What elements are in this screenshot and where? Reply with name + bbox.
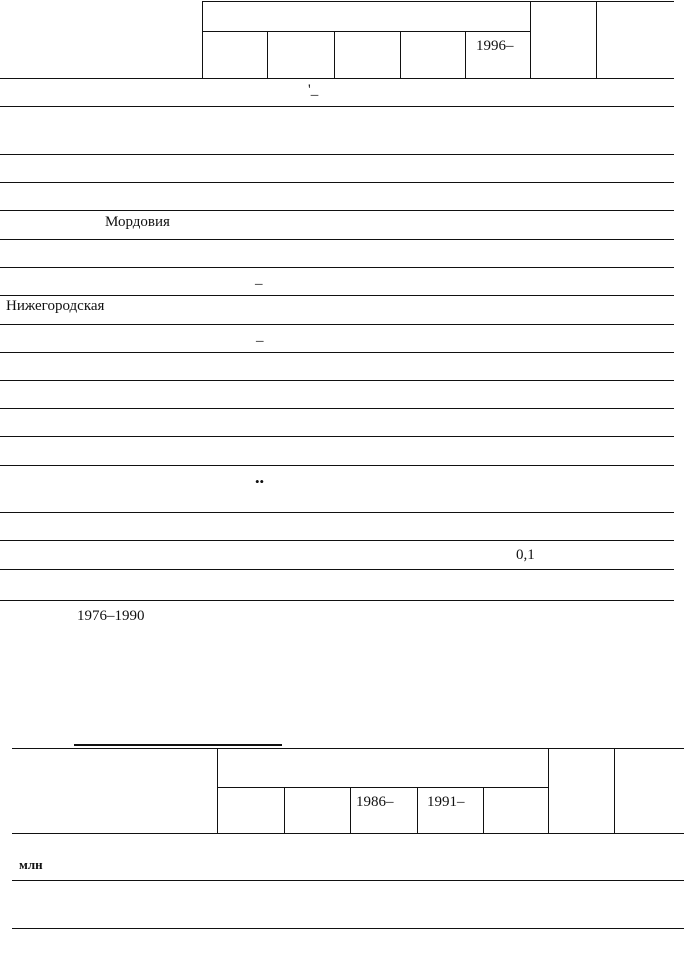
table2-row-unit: млн [19,857,43,872]
table1-col-line [334,31,335,78]
table1-row-line [0,324,674,325]
table2-row-line [12,928,684,929]
table2-subheader-line [217,787,548,788]
table1-cell-mark: – [255,276,263,292]
table2-top-line [12,748,684,749]
table1-row-line [0,352,674,353]
table1-row-line [0,295,674,296]
table1-row-line [0,267,674,268]
table1-subheader-line [202,31,531,32]
table2-header-year: 1986– [356,794,394,810]
table2-col-line [350,787,351,833]
table1-row-line [0,569,674,570]
table1-col-line [267,31,268,78]
table1-top-line [202,1,674,2]
table1-row-line [0,512,674,513]
table1-cell-value: 0,1 [516,547,535,563]
table2-col-line [417,787,418,833]
table1-row-line [0,436,674,437]
table2-col-line [217,748,218,833]
table1-col-line [465,31,466,78]
table1-row-line [0,408,674,409]
table1-row-line [0,465,674,466]
table1-row-line [0,540,674,541]
table1-col-line [400,31,401,78]
table2-col-line [284,787,285,833]
table2-header-year: 1991– [427,794,465,810]
table1-cell-mark: – [256,333,264,349]
table1-row-label-mordovia: Мордовия [105,214,170,230]
table1-row-label-nizhegorod: Нижегородская [6,298,105,314]
table1-col-line [530,1,531,78]
table2-col-line [614,748,615,833]
table2-col-line [548,748,549,833]
table2-row-line [12,880,684,881]
table1-cell-mark: '_ [308,82,319,98]
table1-col-line [596,1,597,78]
table2-title-underline [74,744,282,746]
table1-row-line [0,210,674,211]
table2-header-bottom-line [12,833,684,834]
table1-cell-mark: •• [255,474,265,489]
table1-row-line [0,380,674,381]
table1-header-year: 1996– [476,38,514,54]
table1-row-line [0,106,674,107]
period-caption: 1976–1990 [77,608,145,624]
table1-bottom-line [0,600,674,601]
table1-row-line [0,239,674,240]
table1-row-line [0,154,674,155]
table2-col-line [483,787,484,833]
table1-col-line [202,1,203,78]
table1-header-bottom-line [0,78,674,79]
table1-row-line [0,182,674,183]
